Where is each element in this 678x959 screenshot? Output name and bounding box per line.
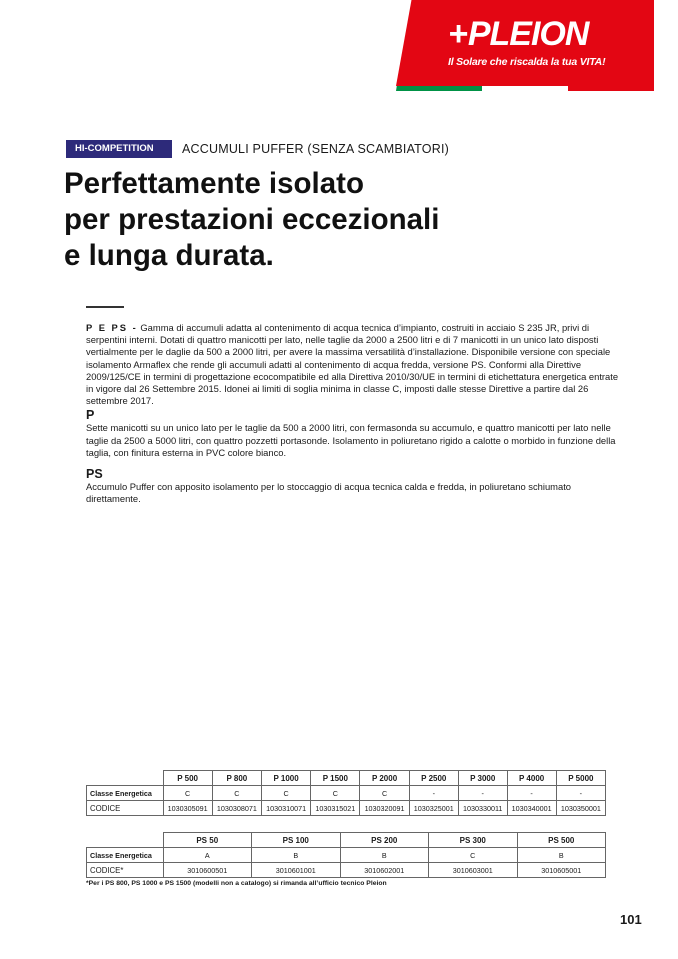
- table-header-cell: PS 200: [340, 833, 429, 848]
- headline-line-3: e lunga durata.: [64, 239, 274, 272]
- table-cell: 1030305091: [163, 801, 212, 816]
- divider: [86, 306, 124, 308]
- table-cell: C: [163, 786, 212, 801]
- headline-line-2: per prestazioni eccezionali: [64, 203, 440, 236]
- page-number: 101: [620, 912, 642, 927]
- table-header-cell: P 1500: [311, 771, 360, 786]
- table-header-cell: P 2000: [360, 771, 409, 786]
- table-header-cell: P 800: [212, 771, 261, 786]
- table-cell: C: [360, 786, 409, 801]
- table-header-cell: P 3000: [458, 771, 507, 786]
- table-row: [87, 863, 606, 878]
- table-cell: B: [340, 848, 429, 863]
- table-cell: C: [212, 786, 261, 801]
- table-cell: 3010605001: [517, 863, 606, 878]
- headline-line-1: Perfettamente isolato: [64, 167, 364, 200]
- table-header-row: [87, 771, 606, 786]
- table-cell: 1030315021: [311, 801, 360, 816]
- table-cell: 1030325001: [409, 801, 458, 816]
- section-p-text: Sette manicotti su un unico lato per le taglie da 500 a 2000 litri, con fermasonda su accumulo, e quattro manicotti per lato nelle taglie da 2500 a 5000 litri, con quattro pozzetti portasonde. Isolamento in poliuretano rigido a calotte o morbido in funzione della taglia, con finitura esterna in PVC colore bianco.: [86, 422, 616, 458]
- section-ps-title: PS: [86, 467, 103, 482]
- table-header-cell: P 1000: [261, 771, 310, 786]
- table-header-cell: PS 100: [252, 833, 341, 848]
- table-header-row: [87, 833, 606, 848]
- table-row: [87, 801, 606, 816]
- table-ps-models: [86, 832, 606, 878]
- table-header-cell: PS 300: [429, 833, 518, 848]
- table-header-cell: P 2500: [409, 771, 458, 786]
- page-headline: [64, 166, 584, 274]
- category-title: ACCUMULI PUFFER (SENZA SCAMBIATORI): [182, 142, 449, 156]
- table-cell: 1030310071: [261, 801, 310, 816]
- product-description: [86, 322, 626, 505]
- table-cell: 1030320091: [360, 801, 409, 816]
- italian-flag-stripe: [396, 86, 654, 91]
- table-cell: -: [409, 786, 458, 801]
- table-header-cell: P 500: [163, 771, 212, 786]
- category-row: [66, 140, 449, 158]
- table-cell: -: [507, 786, 556, 801]
- table-cell: C: [429, 848, 518, 863]
- table-cell: A: [163, 848, 252, 863]
- category-badge: HI-COMPETITION: [66, 140, 172, 158]
- table-cell: 3010601001: [252, 863, 341, 878]
- table-row: [87, 786, 606, 801]
- table-header-cell: P 4000: [507, 771, 556, 786]
- table-cell: 3010602001: [340, 863, 429, 878]
- table-header-cell: P 5000: [556, 771, 605, 786]
- table-cell: 1030330011: [458, 801, 507, 816]
- brand-tagline: Il Solare che riscalda la tua VITA!: [448, 56, 606, 68]
- footnote: *Per i PS 800, PS 1000 e PS 1500 (modelli non a catalogo) si rimanda all’ufficio tecnico Pleion: [86, 880, 387, 887]
- table-header-cell: PS 50: [163, 833, 252, 848]
- intro-text: Gamma di accumuli adatta al contenimento di acqua tecnica d’impianto, costruiti in acciaio S 235 JR, privi di serpentini interni. Dotati di quattro manicotti per lato, nelle taglie da 2000 a 2500 litri e di 7 manicotti in un unico lato disposti vertialmente per le daglie da 500 a 2000 litri, per avere la massima versatilità d’installazione. Disponibile versione con speciale isolamento Armaflex che rende gli accumuli adatti al contenimento di acqua fredda, versione PS. Conformi alla Direttive 2009/125/CE in termini di progettazione ecocompatibile ed alla Direttiva 2010/30/UE in termini di etichettatura energetica entrate in vigore dal 26 Settembre 2015. Idonei ai limiti di soglia minima in classe C, imposti dalle stesse Direttive a partire dal 26 settembre 2017.: [86, 322, 619, 407]
- intro-paragraph: [86, 322, 626, 407]
- table-cell: C: [261, 786, 310, 801]
- plus-icon: +: [448, 15, 467, 53]
- section-ps-text: Accumulo Puffer con apposito isolamento per lo stoccaggio di acqua tecnica calda e fredda, in poliuretano schiumato direttamente.: [86, 481, 572, 505]
- table-cell: 3010600501: [163, 863, 252, 878]
- brand-logo: [448, 14, 648, 68]
- row-label: CODICE: [87, 801, 164, 816]
- table-cell: 1030350001: [556, 801, 605, 816]
- table-cell: B: [517, 848, 606, 863]
- table-cell: B: [252, 848, 341, 863]
- row-label: Classe Energetica: [87, 786, 164, 801]
- intro-lead: P E PS -: [86, 322, 138, 333]
- row-label: Classe Energetica: [87, 848, 164, 863]
- table-row: [87, 848, 606, 863]
- section-p-title: P: [86, 408, 95, 423]
- table-cell: -: [458, 786, 507, 801]
- table-cell: 3010603001: [429, 863, 518, 878]
- table-cell: 1030308071: [212, 801, 261, 816]
- row-label: CODICE*: [87, 863, 164, 878]
- table-p-models: [86, 770, 606, 816]
- table-cell: -: [556, 786, 605, 801]
- table-cell: C: [311, 786, 360, 801]
- brand-name: PLEION: [467, 15, 589, 53]
- table-header-cell: PS 500: [517, 833, 606, 848]
- table-cell: 1030340001: [507, 801, 556, 816]
